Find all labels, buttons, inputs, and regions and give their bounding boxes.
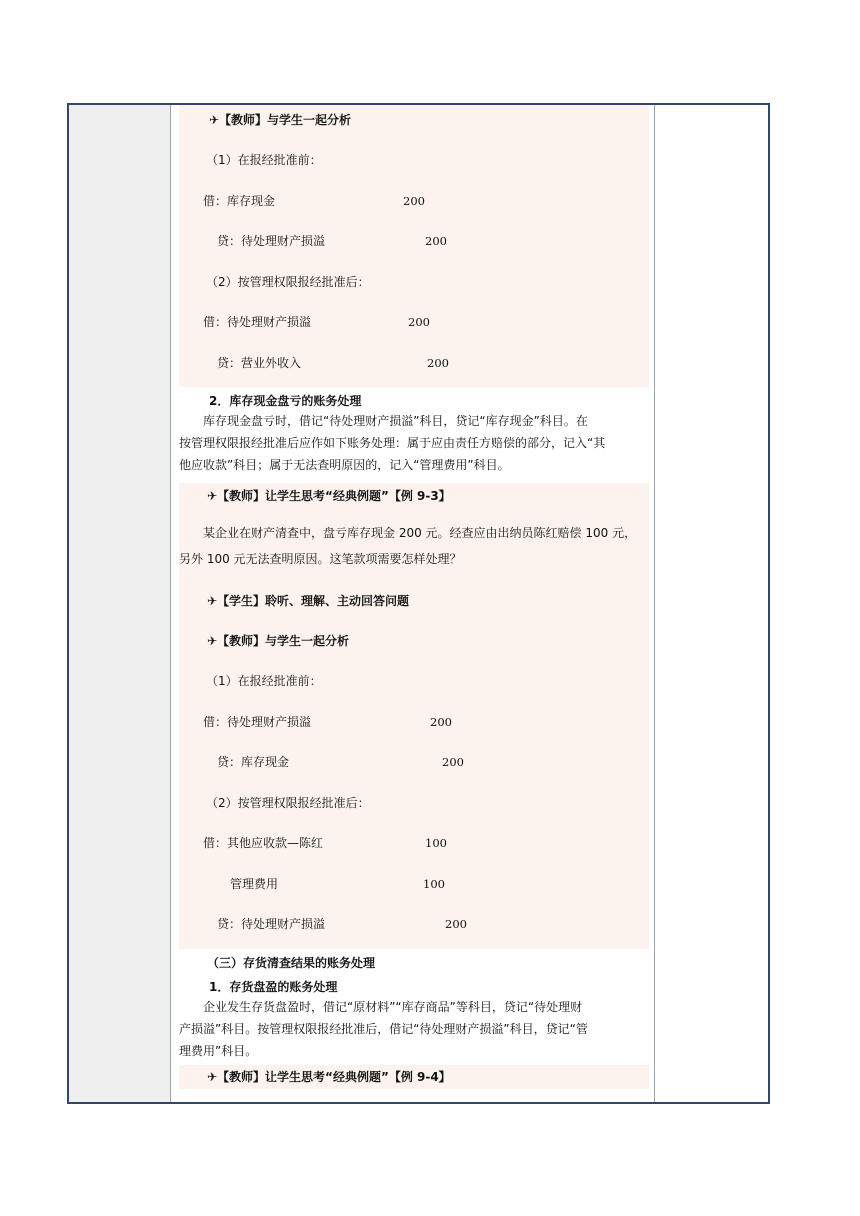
entry-label: 贷：库存现金 [217, 755, 290, 769]
entry-amount: 200 [427, 356, 449, 370]
entry-amount: 200 [408, 315, 430, 329]
step-before-approval: （1）在报经批准前： [206, 674, 322, 688]
table-frame [67, 103, 770, 1104]
step-after-approval: （2）按管理权限报经批准后： [206, 796, 370, 810]
entry-amount: 200 [445, 917, 467, 931]
paragraph-line: 产损溢”科目。按管理权限报经批准后，借记“待处理财产损溢”科目，贷记“管 [179, 1022, 588, 1036]
teacher-heading: ✈【教师】与学生一起分析 [209, 113, 352, 127]
entry-amount: 200 [425, 234, 447, 248]
section-heading: （三）存货清查结果的账务处理 [207, 956, 376, 970]
content-column [179, 105, 649, 1102]
paragraph-line: 库存现金盘亏时，借记“待处理财产损溢”科目，贷记“库存现金”科目。在 [203, 414, 588, 428]
paragraph-line: 理费用”科目。 [179, 1044, 258, 1058]
left-column [69, 105, 171, 1102]
student-heading: ✈【学生】聆听、理解、主动回答问题 [207, 594, 410, 608]
paragraph-line: 他应收款”科目；属于无法查明原因的，记入“管理费用”科目。 [179, 458, 510, 472]
entry-amount: 100 [425, 836, 447, 850]
step-after-approval: （2）按管理权限报经批准后： [206, 275, 370, 289]
entry-label: 管理费用 [230, 877, 279, 891]
question-line: 另外 100 元无法查明原因。这笔款项需要怎样处理？ [179, 552, 462, 566]
entry-label: 借：待处理财产损溢 [203, 315, 312, 329]
entry-amount: 200 [442, 755, 464, 769]
entry-label: 贷：待处理财产损溢 [217, 917, 326, 931]
entry-label: 借：待处理财产损溢 [203, 715, 312, 729]
teacher-analyze-heading: ✈【教师】与学生一起分析 [207, 634, 350, 648]
subsection-heading: 1．存货盘盈的账务处理 [209, 980, 338, 994]
step-before-approval: （1）在报经批准前： [206, 153, 322, 167]
entry-amount: 200 [403, 194, 425, 208]
teacher-think-heading: ✈【教师】让学生思考“经典例题”【例 9-4】 [207, 1070, 451, 1084]
entry-amount: 200 [430, 715, 452, 729]
entry-label: 借：库存现金 [203, 194, 276, 208]
paragraph-line: 企业发生存货盘盈时，借记“原材料”“库存商品”等科目，贷记“待处理财 [203, 1000, 583, 1014]
teacher-think-heading: ✈【教师】让学生思考“经典例题”【例 9-3】 [207, 489, 451, 503]
paragraph-line: 按管理权限报经批准后应作如下账务处理：属于应由责任方赔偿的部分，记入“其 [179, 436, 606, 450]
question-line: 某企业在财产清查中，盘亏库存现金 200 元。经查应由出纳员陈红赔偿 100 元， [203, 526, 637, 540]
entry-label: 借：其他应收款—陈红 [203, 836, 324, 850]
entry-label: 贷：营业外收入 [217, 356, 302, 370]
right-column [654, 105, 768, 1102]
entry-amount: 100 [423, 877, 445, 891]
entry-label: 贷：待处理财产损溢 [217, 234, 326, 248]
section-heading: 2．库存现金盘亏的账务处理 [209, 394, 362, 408]
